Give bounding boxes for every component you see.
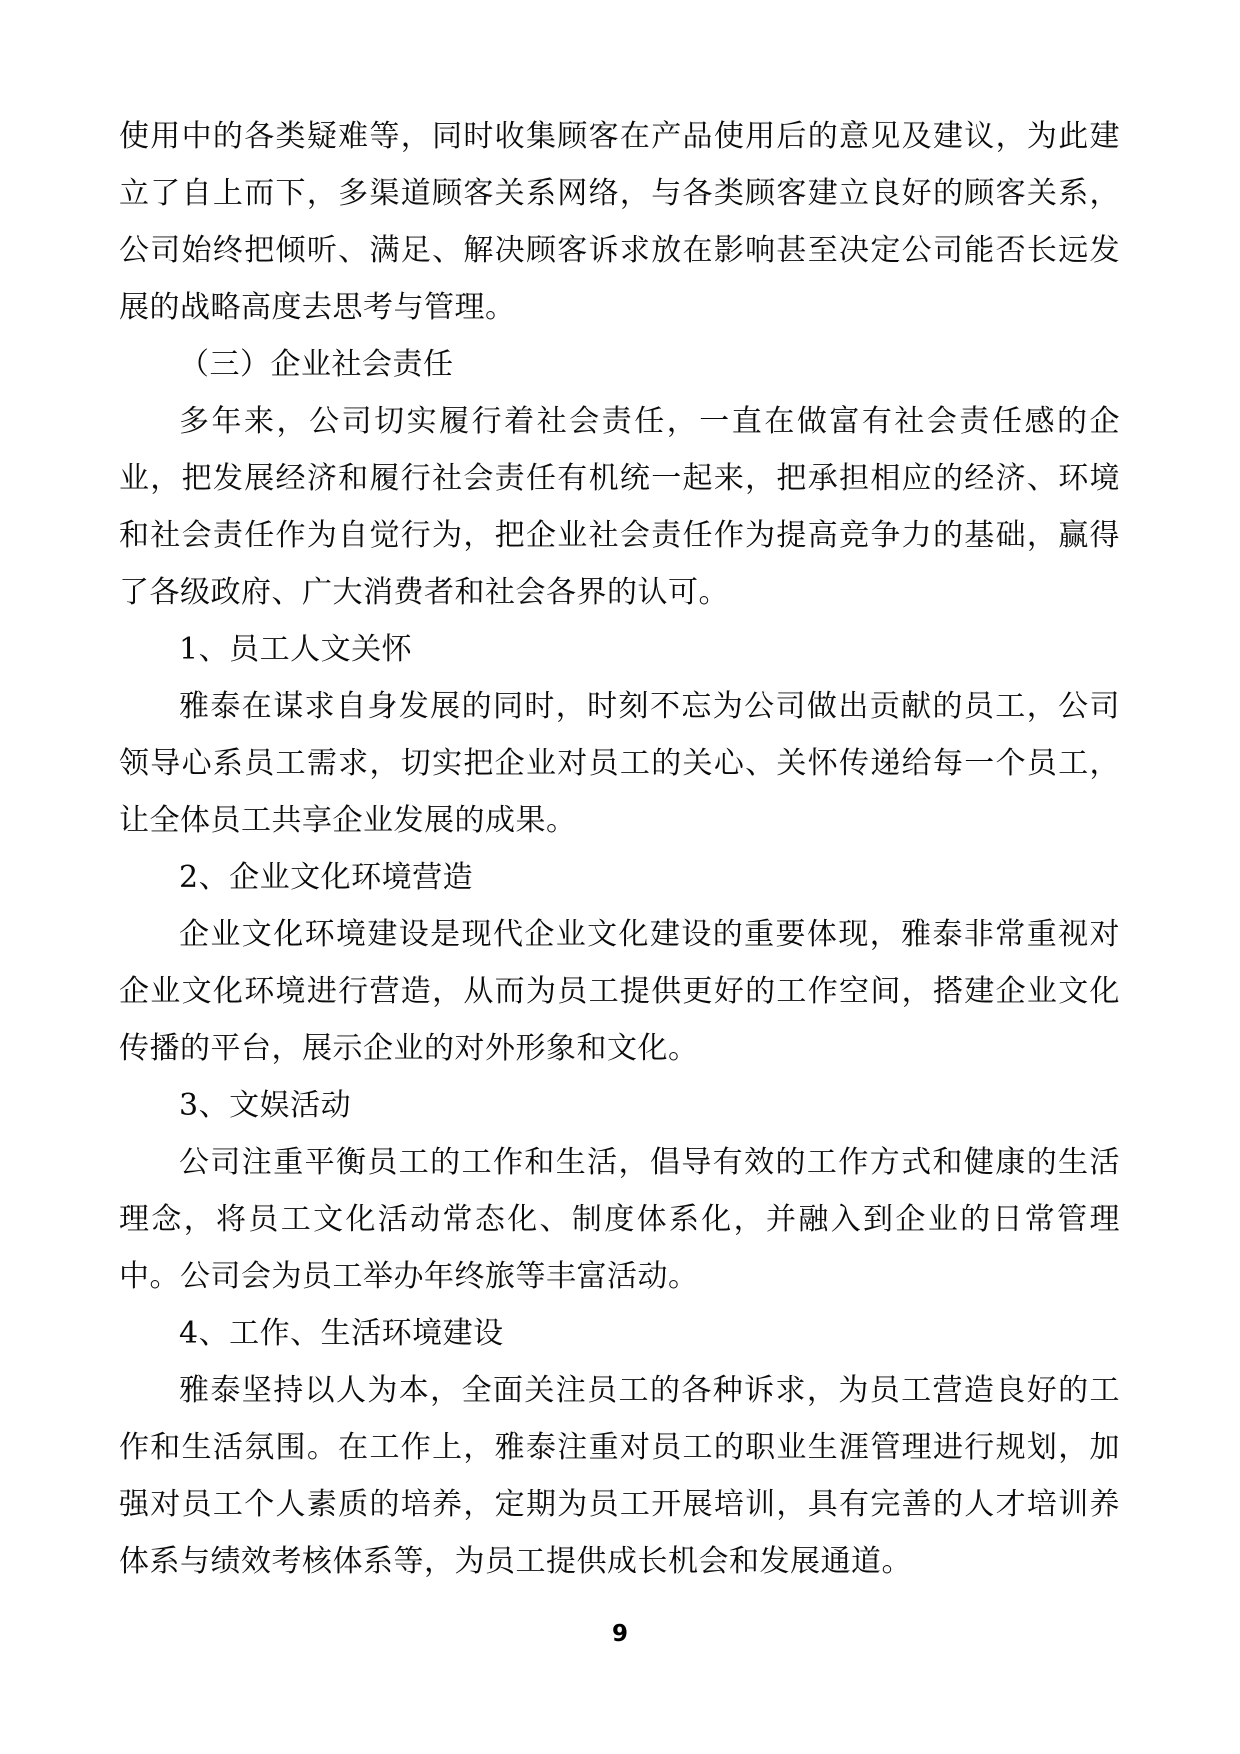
page-footer	[0, 1620, 1240, 1648]
paragraph-employee-care: 雅泰在谋求自身发展的同时，时刻不忘为公司做出贡献的员工，公司领导心系员工需求，切实把企业对员工的关心、关怀传递给每一个员工，让全体员工共享企业发展的成果。	[119, 689, 1120, 838]
subheading-work-life-environment: 4、工作、生活环境建设	[179, 1316, 504, 1351]
paragraph-recreation-activities: 公司注重平衡员工的工作和生活，倡导有效的工作方式和健康的生活理念，将员工文化活动常态化、制度体系化，并融入到企业的日常管理中。公司会为员工举办年终旅等丰富活动。	[119, 1145, 1120, 1294]
paragraph-work-life-environment: 雅泰坚持以人为本，全面关注员工的各种诉求，为员工营造良好的工作和生活氛围。在工作上，雅泰注重对员工的职业生涯管理进行规划，加强对员工个人素质的培养，定期为员工开展培训，具有完善的人才培训养体系与绩效考核体系等，为员工提供成长机会和发展通道。	[119, 1373, 1120, 1579]
paragraph-culture-environment: 企业文化环境建设是现代企业文化建设的重要体现，雅泰非常重视对企业文化环境进行营造，从而为员工提供更好的工作空间，搭建企业文化传播的平台，展示企业的对外形象和文化。	[119, 917, 1120, 1066]
subheading-recreation-activities: 3、文娱活动	[179, 1088, 352, 1123]
subheading-culture-environment: 2、企业文化环境营造	[179, 860, 474, 895]
paragraph-customer-relations-continued: 使用中的各类疑难等，同时收集顾客在产品使用后的意见及建议，为此建立了自上而下，多渠道顾客关系网络，与各类顾客建立良好的顾客关系，公司始终把倾听、满足、解决顾客诉求放在影响甚至决定公司能否长远发展的战略高度去思考与管理。	[119, 119, 1120, 325]
section-heading-csr: （三）企业社会责任	[179, 347, 454, 382]
document-body	[119, 108, 1120, 1590]
subheading-employee-care: 1、员工人文关怀	[179, 632, 413, 667]
page-number: 9	[611, 1621, 628, 1647]
paragraph-csr-overview: 多年来，公司切实履行着社会责任，一直在做富有社会责任感的企业，把发展经济和履行社会责任有机统一起来，把承担相应的经济、环境和社会责任作为自觉行为，把企业社会责任作为提高竞争力的基础，赢得了各级政府、广大消费者和社会各界的认可。	[119, 404, 1120, 610]
